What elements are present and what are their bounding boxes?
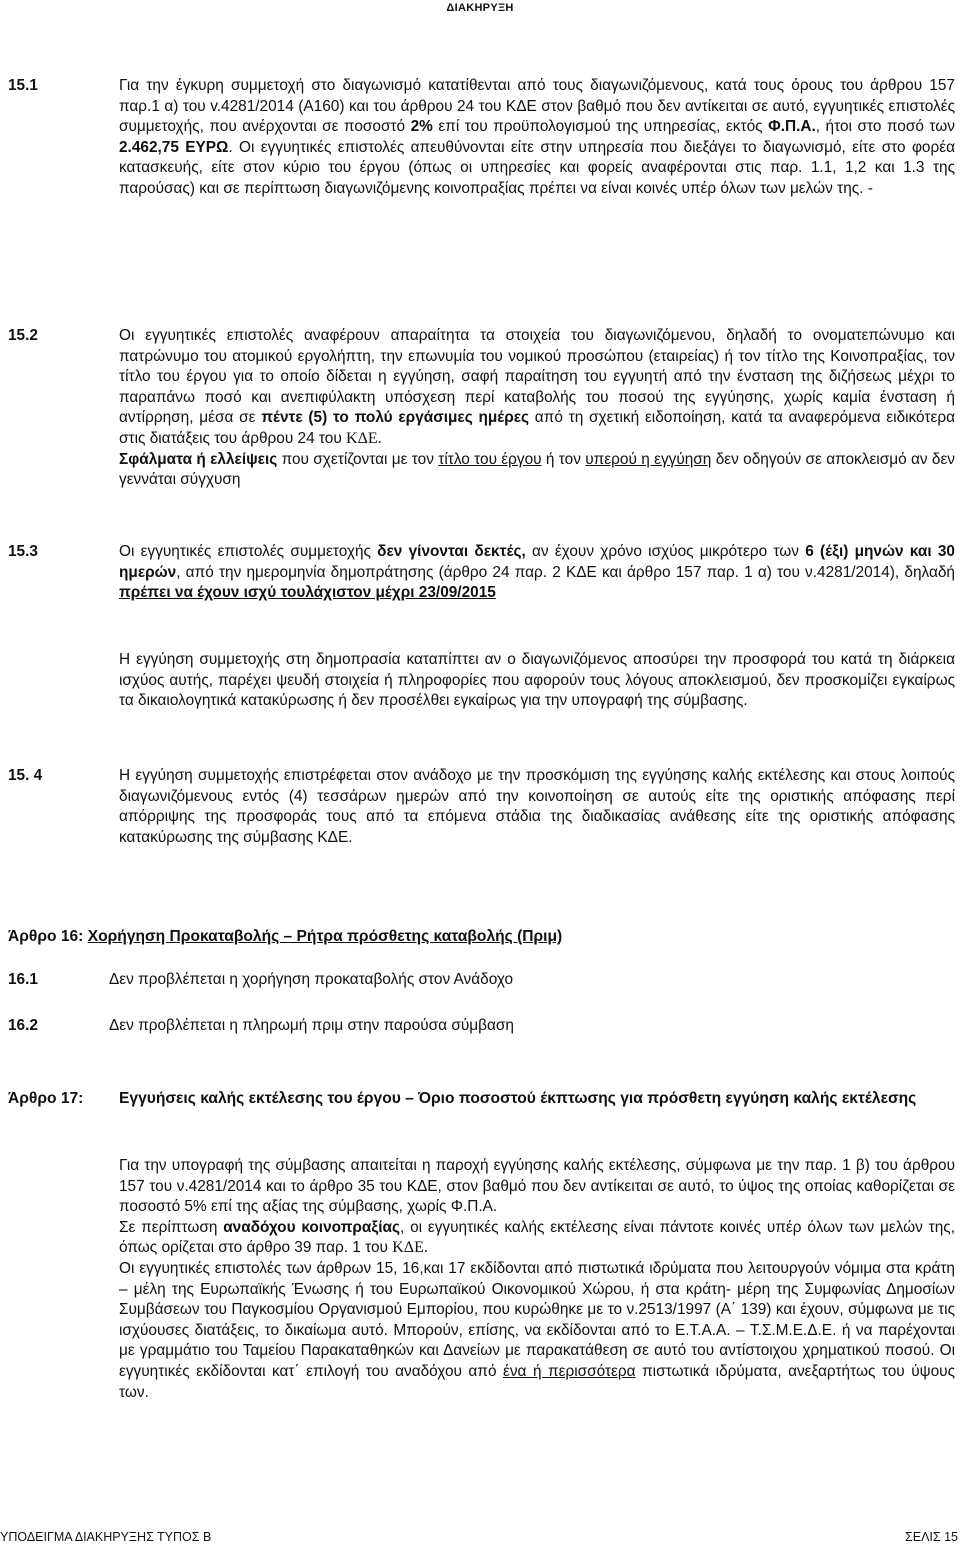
percent-value: 2% bbox=[410, 118, 433, 136]
p3-end: πιστωτικά ιδρύματα, ανεξαρτήτως του ύψους των. bbox=[119, 1362, 955, 1401]
guarantee-amount-ref: υπερού η εγγύηση bbox=[585, 450, 712, 468]
section-15-1-number: 15.1 bbox=[8, 77, 38, 94]
s15-3-part3: , από την ημερομηνία δημοπράτησης (άρθρο 24 παρ. 2 ΚΔΕ και άρθρο 157 παρ. 1 α) του ν.4281/2014), δηλαδή bbox=[176, 563, 955, 581]
valid-until: πρέπει να έχουν ισχύ τουλάχιστον μέχρι 23/09/2015 bbox=[119, 584, 496, 602]
forfeit-paragraph: Η εγγύηση συμμετοχής στη δημοπρασία καταπίπτει αν ο διαγωνιζόμενος αποσύρει την προσφορά του κατά τη διάρκεια ισχύος αυτής, παρέχει ψευδή στοιχεία ή πληροφορίες που αφορούν τους λόγους αποκλεισμού, δεν προσκομίζει εγκαίρως τα δικαιολογητικά κατακύρωσης ή δεν προσέλθει εγκαίρως για την υπογραφή της σύμβασης. bbox=[119, 651, 955, 710]
item-16-2-text: Δεν προβλέπεται η πληρωμή πριμ στην παρούσα σύμβαση bbox=[109, 1017, 514, 1034]
document-header: ΔΙΑΚΗΡΥΞΗ bbox=[446, 2, 514, 14]
article-17-paragraph-2 bbox=[119, 1218, 955, 1259]
item-16-2-number: 16.2 bbox=[8, 1017, 38, 1034]
s15-2-part3: που σχετίζονται με τον bbox=[277, 450, 439, 468]
one-or-more: ένα ή περισσότερα bbox=[503, 1362, 636, 1380]
section-15-3-forfeit-text bbox=[119, 650, 955, 712]
article-16-title: Χορήγηση Προκαταβολής – Ρήτρα πρόσθετης καταβολής (Πριμ) bbox=[87, 928, 563, 945]
item-16-1-text: Δεν προβλέπεται η χορήγηση προκαταβολής στον Ανάδοχο bbox=[109, 971, 514, 988]
article-16-label: Άρθρο 16: bbox=[8, 928, 88, 945]
article-17-label: Άρθρο 17: bbox=[8, 1090, 84, 1107]
section-15-1-text bbox=[119, 76, 955, 200]
s15-1-part1: Για την έγκυρη συμμετοχή στο διαγωνισμό κατατίθενται από τους διαγωνιζόμενους, κατά τους όρους του άρθρου 157 παρ.1 α) του v.4281/2014 (Α160) και του άρθρου 24 του ΚΔΕ στον βαθμό που δεν αντίκειται σε αυτό, εγγυητικές επιστολές συμμετοχής, που ανέρχονται σε ποσοστό bbox=[119, 77, 955, 136]
section-15-2-number: 15.2 bbox=[8, 327, 38, 344]
p3-part1: Οι εγγυητικές επιστολές των άρθρων 15, 16,και 17 εκδίδονται από πιστωτικά ιδρύματα που λειτουργούν νόμιμα στα κράτη – μέλη της Ευρωπαϊκής Ένωσης ή του Ευρωπαϊκού Οικονομικού Χώρου, ή στα κράτη- μέρη της Συμφωνίας Δημοσίων Συμβάσεων του Παγκοσμίου Οργανισμού Εμπορίου, που κυρώθηκε με το ν.2513/1997 (Α΄ 139) και έχουν, σύμφωνα με τις ισχύουσες διατάξεις, το δικαίωμα αυτό. Μπορούν, επίσης, να εκδίδονται από το Ε.Τ.Α.Α. – Τ.Σ.Μ.Ε.Δ.Ε. ή να παρέχονται με γραμμάτιο του Ταμείου Παρακαταθηκών και Δανείων με παρακατάθεση σε αυτό του αντίστοιχου χρηματικού ποσού. Οι εγγυητικές εκδίδονται κατ΄ επιλογή του αναδόχου από bbox=[119, 1259, 955, 1380]
kde-ref-2: ΚΔΕ. bbox=[392, 1239, 428, 1257]
footer-left: ΥΠΟΔΕΙΓΜΑ ΔΙΑΚΗΡΥΞΗΣ ΤΥΠΟΣ Β bbox=[0, 1530, 212, 1544]
s15-1-part2: επί του προϋπολογισμού της υπηρεσίας, εκτός bbox=[432, 118, 769, 136]
s15-1-part3: , ήτοι στο ποσό των bbox=[815, 118, 955, 136]
section-15-3-number: 15.3 bbox=[8, 543, 38, 560]
section-15-2-text bbox=[119, 326, 955, 491]
project-title-ref: τίτλο του έργου bbox=[438, 450, 542, 468]
article-17-title: Εγγυήσεις καλής εκτέλεσης του έργου – Όριο ποσοστού έκπτωσης για πρόσθετη εγγύηση καλής εκτέλεσης bbox=[119, 1090, 917, 1107]
joint-venture-label: αναδόχου κοινοπραξίας bbox=[223, 1218, 400, 1236]
s15-2-part1: Οι εγγυητικές επιστολές αναφέρουν απαραίτητα τα στοιχεία του διαγωνιζόμενου, δηλαδή το ονοματεπώνυμο και πατρώνυμο του ατομικού εργολήπτη, την επωνυμία του νομικού προσώπου (εταιρείας) ή τον τίτλο της Κοινοπραξίας, τον τίτλο του έργου για το οποίο δίδεται η εγγύηση, σαφή παραίτηση του εγγυητή από την ένσταση της διζήσεως μέχρι το παραπάνω ποσό και ανεπιφύλακτη υπόσχεση περί καταβολής του ποσού της εγγύησης, χωρίς καμία ένσταση ή αντίρρηση, μέσα σε bbox=[119, 327, 955, 427]
s15-3-part1: Οι εγγυητικές επιστολές συμμετοχής bbox=[119, 543, 378, 560]
article-17-text bbox=[119, 1156, 955, 1403]
kde-ref: ΚΔΕ. bbox=[346, 429, 382, 447]
s15-2-part4: ή τον bbox=[541, 450, 586, 468]
s15-1-part4: . Οι εγγυητικές επιστολές απευθύνονται είτε στην υπηρεσία που διεξάγει το διαγωνισμό, είτε στο φορέα κατασκευής, είτε στον κύριο του έργου (όπως οι υπηρεσίες και φορείς αναφέρονται στις παρ. 1.1, 1,2 και 1.3 της παρούσας) και σε περίπτωση διαγωνιζόμενης κοινοπραξίας πρέπει να είναι κοινές υπέρ όλων των μελών της. - bbox=[119, 138, 955, 197]
section-15-3-text bbox=[119, 542, 955, 604]
article-16-heading bbox=[8, 926, 562, 947]
article-17-paragraph-1: Για την υπογραφή της σύμβασης απαιτείται η παροχή εγγύησης καλής εκτέλεσης, σύμφωνα με την παρ. 1 β) του άρθρου 157 του ν.4281/2014 και το άρθρο 35 του ΚΔΕ, στον βαθμό που δεν αντίκειται σε αυτό, το ύψος της οποίας καθορίζεται σε ποσοστό 5% επί της αξίας της σύμβασης, χωρίς Φ.Π.Α. bbox=[119, 1157, 955, 1216]
section-15-4-number: 15. 4 bbox=[8, 767, 43, 784]
return-paragraph: Η εγγύηση συμμετοχής επιστρέφεται στον ανάδοχο με την προσκόμιση της εγγύησης καλής εκτέλεσης και στους λοιπούς διαγωνιζόμενους εντός (4) τεσσάρων ημερών από την κοινοποίηση σε αυτούς είτε της οριστικής απόφασης περί απόρριψης της προσφοράς τους από τα επόμενα στάδια της διαδικασίας ανάθεσης είτε της οριστικής απόφασης κατακύρωσης της σύμβασης ΚΔΕ. bbox=[119, 767, 955, 846]
footer-right: ΣΕΛΙΣ 15 bbox=[905, 1530, 958, 1544]
working-days: πέντε (5) το πολύ εργάσιμες ημέρες bbox=[261, 409, 530, 427]
errors-label: Σφάλματα ή ελλείψεις bbox=[119, 450, 278, 468]
s15-2-part5: δεν οδηγούν σε αποκλεισμό αν δεν γεννάται σύγχυση bbox=[119, 450, 956, 489]
validity-months: 6 (έξι) μηνών και 30 ημερών bbox=[119, 543, 955, 581]
item-16-1-number: 16.1 bbox=[8, 971, 38, 988]
amount-value: 2.462,75 ΕΥΡΩ bbox=[119, 138, 229, 156]
fpa-label: Φ.Π.Α. bbox=[768, 118, 816, 136]
p2-part2: , οι εγγυητικές καλής εκτέλεσης είναι πάντοτε κοινές υπέρ όλων των μελών της, όπως ορίζεται στο άρθρο 39 παρ. 1 του bbox=[119, 1218, 955, 1257]
not-accepted-label: δεν γίνονται δεκτές, bbox=[377, 543, 526, 560]
s15-2-part2: από τη σχετική ειδοποίηση, κατά τα αναφερόμενα ειδικότερα στις διατάξεις του άρθρου 24 του bbox=[119, 409, 955, 447]
s15-3-part2: αν έχουν χρόνο ισχύος μικρότερο των bbox=[525, 543, 806, 560]
section-15-4-text bbox=[119, 766, 955, 848]
article-17-paragraph-3 bbox=[119, 1259, 955, 1403]
p2-part1: Σε περίπτωση bbox=[119, 1218, 224, 1236]
